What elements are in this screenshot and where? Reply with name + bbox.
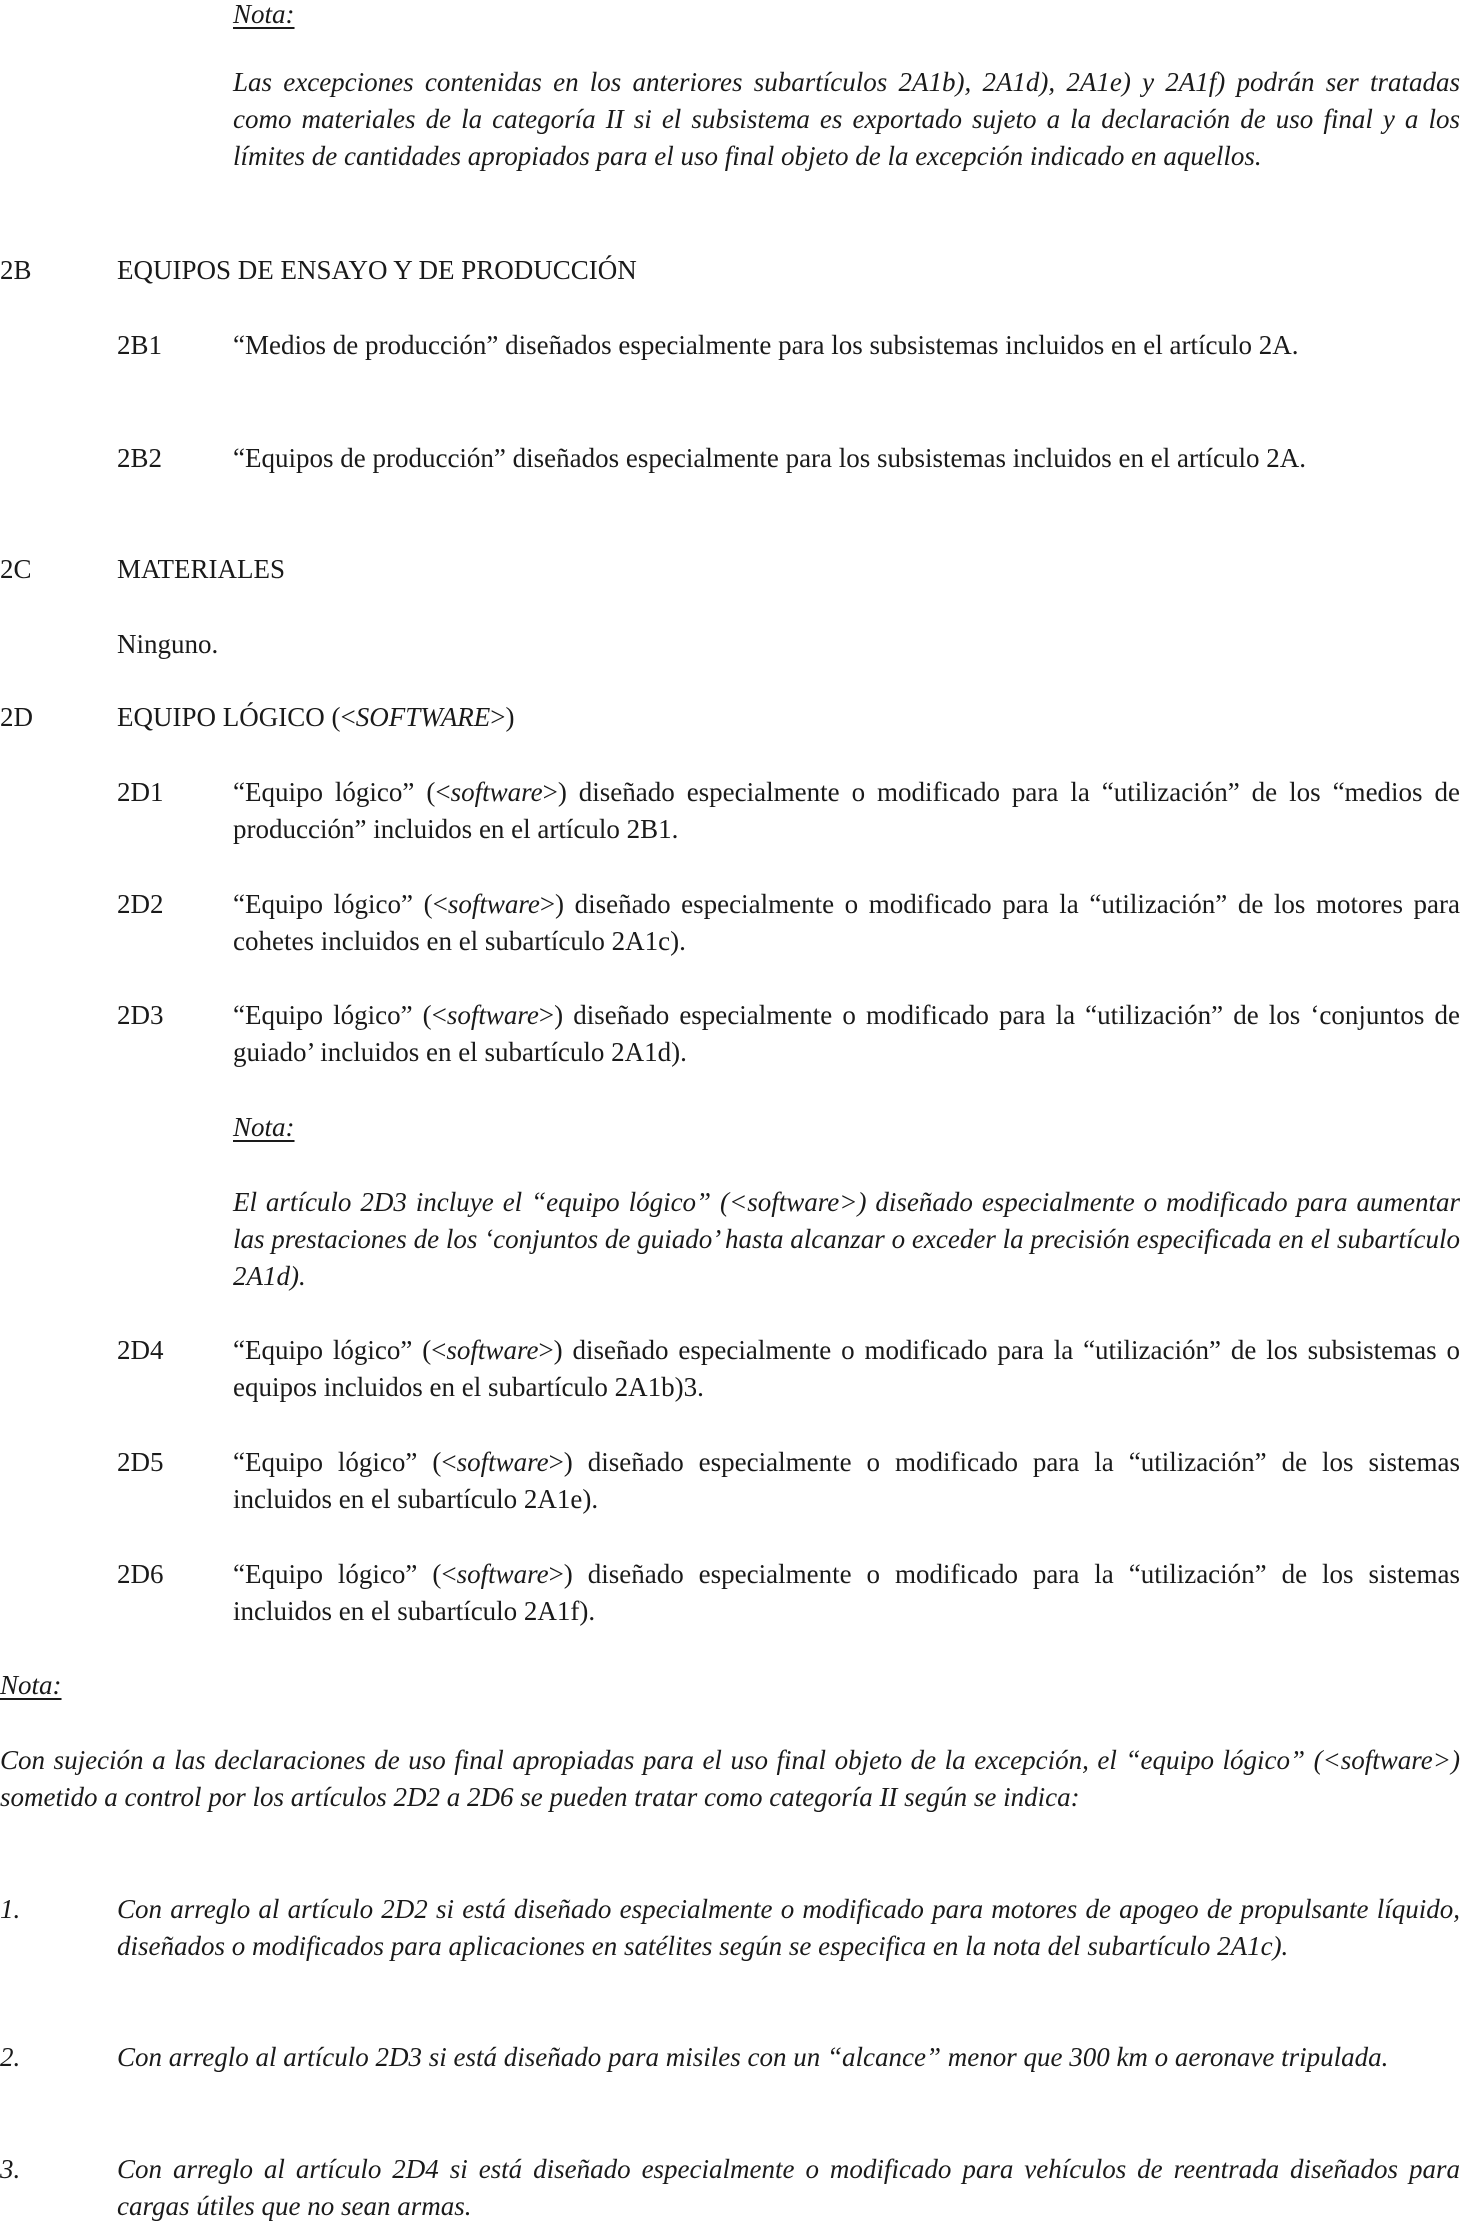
item-rest: sistemas incluidos en el subartículo 2A1e).: [233, 1447, 1460, 1514]
item-italic: software: [450, 777, 543, 807]
item-2d3-text: [233, 997, 1460, 1071]
bottom-note-label: Nota:: [0, 1670, 62, 1700]
item-mid: >) diseñado especialmente o modificado para la “utilización” de los: [538, 1000, 1301, 1030]
item-italic: software: [447, 889, 540, 919]
section-2d-title: [117, 699, 515, 736]
section-2b-title: EQUIPOS DE ENSAYO Y DE PRODUCCIÓN: [117, 255, 637, 285]
item-mid: >) diseñado especialmente o modificado para la “utilización” de los: [548, 1447, 1354, 1477]
item-2d4-text: [233, 1332, 1460, 1406]
section-2d-title-prefix: EQUIPO LÓGICO (<: [117, 702, 356, 732]
bottom-item-3-num: 3.: [0, 2154, 21, 2184]
item-prefix: “Equipo lógico” (<: [233, 1000, 447, 1030]
item-mid: >) diseñado especialmente o modificado para la “utilización” de los: [538, 1335, 1298, 1365]
item-prefix: “Equipo lógico” (<: [233, 1559, 457, 1589]
item-rest: sistemas incluidos en el subartículo 2A1f).: [233, 1559, 1460, 1626]
bottom-item-1-text: Con arreglo al artículo 2D2 si está diseñado especialmente o modificado para motores de apogeo de propulsante líquido, diseñados o modificados para aplicaciones en satélites según se especifica en la nota del subartículo 2A1c).: [117, 1894, 1460, 1961]
section-2b-code: 2B: [0, 255, 32, 285]
section-2c-code: 2C: [0, 554, 32, 584]
item-2d3-code: 2D3: [117, 1000, 164, 1030]
note-2d3-label: Nota:: [233, 1112, 295, 1142]
item-rest: “medios de producción” incluidos en el artículo 2B1.: [233, 777, 1460, 844]
item-2b2-text: “Equipos de producción” diseñados especialmente para los subsistemas incluidos en el artículo 2A.: [233, 443, 1306, 473]
bottom-item-2-num: 2.: [0, 2042, 21, 2072]
item-2d6-text: [233, 1556, 1460, 1630]
section-2d-title-italic: SOFTWARE: [355, 702, 491, 732]
section-2d-title-suffix: >): [490, 702, 515, 732]
item-2b1-code: 2B1: [117, 330, 163, 360]
item-2b1-text: “Medios de producción” diseñados especialmente para los subsistemas incluidos en el artículo 2A.: [233, 330, 1299, 360]
item-prefix: “Equipo lógico” (<: [233, 1447, 457, 1477]
item-2d6-code: 2D6: [117, 1559, 164, 1589]
item-2d4-code: 2D4: [117, 1335, 164, 1365]
top-note-text: Las excepciones contenidas en los anteriores subartículos 2A1b), 2A1d), 2A1e) y 2A1f) podrán ser tratadas como materiales de la categoría II si el subsistema es exportado sujeto a la declaración de uso final y a los límites de cantidades apropiados para el uso final objeto de la excepción indicado en aquellos.: [233, 67, 1460, 171]
item-2d5-text: [233, 1444, 1460, 1518]
item-italic: software: [446, 1335, 539, 1365]
item-mid: >) diseñado especialmente o modificado para la “utilización” de los: [539, 889, 1306, 919]
item-2d5-code: 2D5: [117, 1447, 164, 1477]
item-2d1-code: 2D1: [117, 777, 164, 807]
bottom-item-3-text: Con arreglo al artículo 2D4 si está diseñado especialmente o modificado para vehículos de reentrada diseñados para cargas útiles que no sean armas.: [117, 2154, 1460, 2221]
item-italic: software: [446, 1000, 539, 1030]
item-rest: motores para cohetes incluidos en el subartículo 2A1c).: [233, 889, 1460, 956]
section-2c-text: Ninguno.: [117, 629, 219, 659]
section-2c-title: MATERIALES: [117, 554, 285, 584]
note-2d3-text: El artículo 2D3 incluye el “equipo lógico” (<software>) diseñado especialmente o modificado para aumentar las prestaciones de los ‘conjuntos de guiado’ hasta alcanzar o exceder la precisión especificada en el subartículo 2A1d).: [233, 1187, 1460, 1291]
item-2d1-text: [233, 774, 1460, 848]
item-italic: software: [456, 1447, 549, 1477]
item-2d2-text: [233, 886, 1460, 960]
bottom-item-1-num: 1.: [0, 1894, 21, 1924]
item-prefix: “Equipo lógico” (<: [233, 889, 448, 919]
top-note-label: Nota:: [233, 0, 295, 29]
item-rest: subsistemas o equipos incluidos en el subartículo 2A1b)3.: [233, 1335, 1460, 1402]
item-rest: ‘conjuntos de guiado’ incluidos en el subartículo 2A1d).: [233, 1000, 1460, 1067]
item-2d2-code: 2D2: [117, 889, 164, 919]
item-italic: software: [456, 1559, 549, 1589]
item-prefix: “Equipo lógico” (<: [233, 777, 451, 807]
bottom-note-text: Con sujeción a las declaraciones de uso final apropiadas para el uso final objeto de la excepción, el “equipo lógico” (<software>) sometido a control por los artículos 2D2 a 2D6 se pueden tratar como categoría II según se indica:: [0, 1745, 1460, 1812]
item-prefix: “Equipo lógico” (<: [233, 1335, 447, 1365]
item-2b2-code: 2B2: [117, 443, 163, 473]
item-mid: >) diseñado especialmente o modificado para la “utilización” de los: [542, 777, 1321, 807]
bottom-item-2-text: Con arreglo al artículo 2D3 si está diseñado para misiles con un “alcance” menor que 300 km o aeronave tripulada.: [117, 2042, 1389, 2072]
section-2d-code: 2D: [0, 702, 33, 732]
item-mid: >) diseñado especialmente o modificado para la “utilización” de los: [548, 1559, 1354, 1589]
